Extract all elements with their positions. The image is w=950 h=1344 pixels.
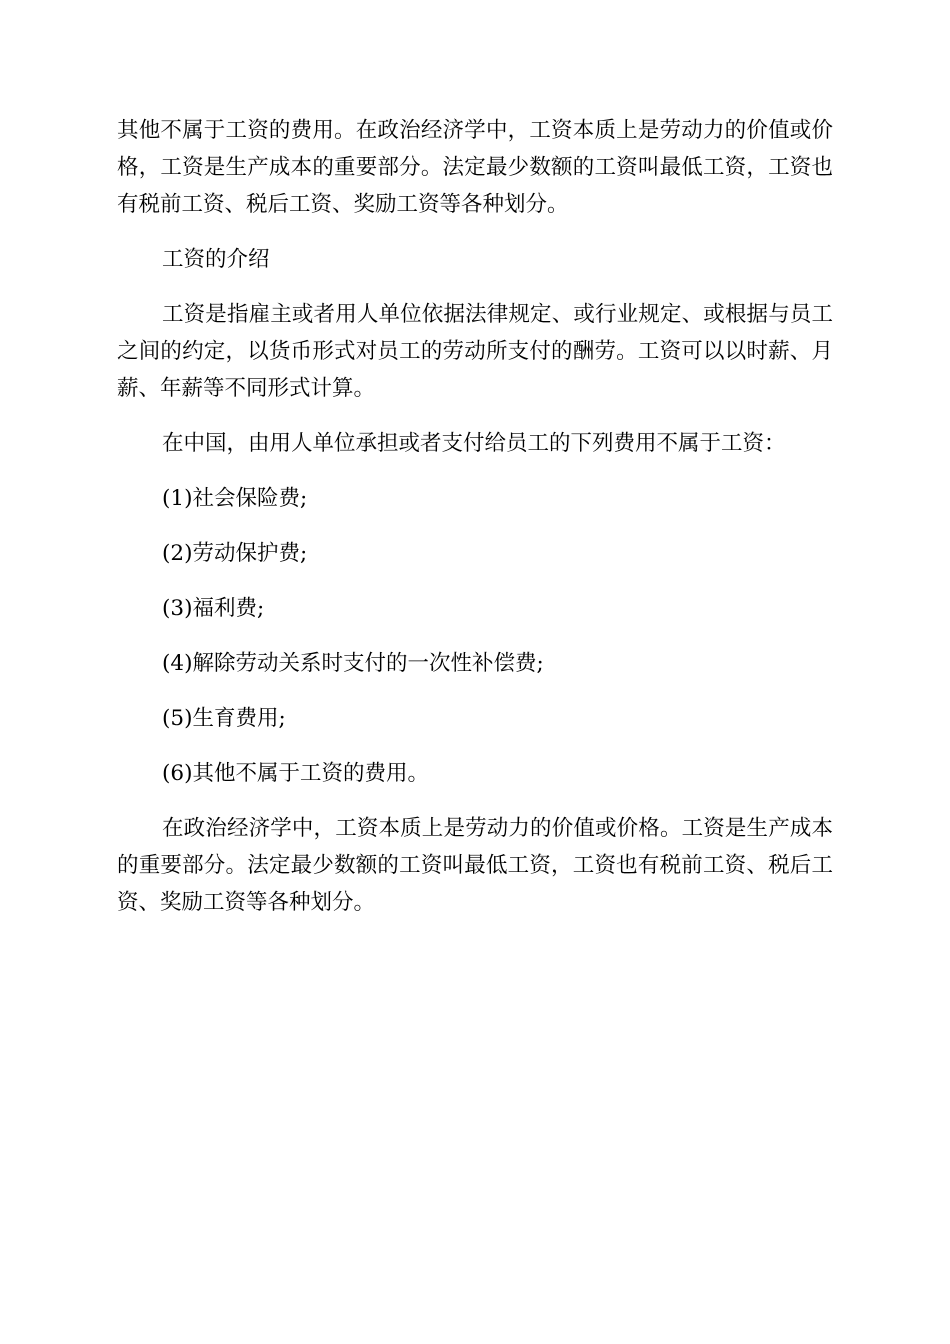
list-item: (6)其他不属于工资的费用。 bbox=[162, 761, 429, 786]
section-heading: 工资的介绍 bbox=[162, 247, 270, 272]
list-item: (5)生育费用; bbox=[162, 706, 286, 731]
list-item: (4)解除劳动关系时支付的一次性补偿费; bbox=[162, 651, 544, 676]
list-item: (3)福利费; bbox=[162, 596, 265, 621]
china-paragraph: 在中国，由用人单位承担或者支付给员工的下列费用不属于工资： bbox=[162, 431, 786, 456]
intro-paragraph: 工资是指雇主或者用人单位依据法律规定、或行业规定、或根据与员工之间的约定，以货币形式对员工的劳动所支付的酬劳。工资可以以时薪、月薪、年薪等不同形式计算。 bbox=[117, 302, 833, 401]
continuation-paragraph: 其他不属于工资的费用。在政治经济学中，工资本质上是劳动力的价值或价格，工资是生产成本的重要部分。法定最少数额的工资叫最低工资，工资也有税前工资、税后工资、奖励工资等各种划分。 bbox=[117, 118, 833, 217]
list-item: (1)社会保险费; bbox=[162, 486, 308, 511]
document-page bbox=[117, 112, 833, 921]
list-item: (2)劳动保护费; bbox=[162, 541, 308, 566]
exclusion-list bbox=[117, 480, 833, 792]
economics-paragraph: 在政治经济学中，工资本质上是劳动力的价值或价格。工资是生产成本的重要部分。法定最少数额的工资叫最低工资，工资也有税前工资、税后工资、奖励工资等各种划分。 bbox=[117, 816, 833, 915]
